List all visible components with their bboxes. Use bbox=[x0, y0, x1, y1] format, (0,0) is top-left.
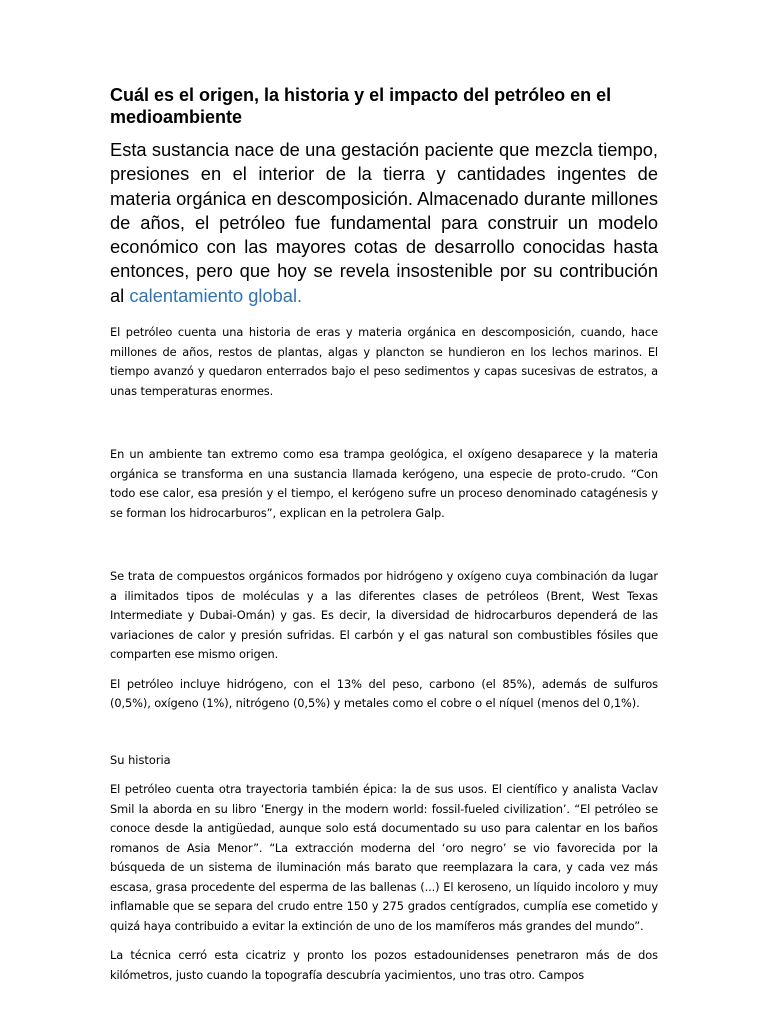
paragraph-history-uses: El petróleo cuenta otra trayectoria también épica: la de sus usos. El científico y analista Vaclav Smil la aborda en su libro ‘Energy in the modern world: fossil-fueled civilization’. “El petróleo se conoce desde la antigüedad, aunque solo está documentado su uso para calentar en los baños romanos de Asia Menor”. “La extracción moderna del ‘oro negro’ se vio favorecida por la búsqueda de un sistema de iluminación más barato que reemplazara la cara, y cada vez más escasa, grasa procedente del esperma de las ballenas (...) El keroseno, un líquido incoloro y muy inflamable que se separa del crudo entre 150 y 275 grados centígrados, cumplía ese cometido y quizá haya contribuido a evitar la extinción de uno de los mamíferos más grandes del mundo”. bbox=[110, 782, 658, 933]
paragraph-compounds: Se trata de compuestos orgánicos formados por hidrógeno y oxígeno cuya combinación da lugar a ilimitados tipos de moléculas y a las diferentes clases de petróleos (Brent, West Texas Intermediate y Dubai-Omán) y gas. Es decir, la diversidad de hidrocarburos dependerá de las variaciones de calor y presión sufridas. El carbón y el gas natural son combustibles fósiles que comparten ese mismo origen. bbox=[110, 569, 658, 662]
paragraph-kerogen: En un ambiente tan extremo como esa trampa geológica, el oxígeno desaparece y la materia orgánica se transforma en una sustancia llamada kerógeno, una especie de proto-crudo. “Con todo ese calor, esa presión y el tiempo, el kerógeno sufre un proceso denominado catagénesis y se forman los hidrocarburos”, explican en la petrolera Galp. bbox=[110, 447, 658, 520]
section-heading-history: Su historia bbox=[110, 752, 171, 767]
lead-text: Esta sustancia nace de una gestación paciente que mezcla tiempo, presiones en el interior de la tierra y cantidades ingentes de materia orgánica en descomposición. Almacenado durante millones de años, el petróleo fue fundamental para construir un modelo económico con las mayores cotas de desarrollo conocidas hasta entonces, pero que hoy se revela insostenible por su contribución al bbox=[110, 139, 658, 306]
article-title: Cuál es el origen, la historia y el impacto del petróleo en el medioambiente bbox=[110, 85, 612, 127]
paragraph-history-wells: La técnica cerró esta cicatriz y pronto los pozos estadounidenses penetraron más de dos kilómetros, justo cuando la topografía descubría yacimientos, uno tras otro. Campos bbox=[110, 948, 658, 982]
paragraph-composition: El petróleo incluye hidrógeno, con el 13% del peso, carbono (el 85%), además de sulfuros (0,5%), oxígeno (1%), nitrógeno (0,5%) y metales como el cobre o el níquel (menos del 0,1%). bbox=[110, 676, 658, 711]
document-page bbox=[110, 84, 658, 985]
global-warming-link[interactable]: calentamiento global. bbox=[129, 284, 303, 306]
paragraph-origin: El petróleo cuenta una historia de eras y materia orgánica en descomposición, cuando, hace millones de años, restos de plantas, algas y plancton se hundieron en los lechos marinos. El tiempo avanzó y quedaron enterrados bajo el peso sedimentos y capas sucesivas de estratos, a unas temperaturas enormes. bbox=[110, 325, 658, 398]
article-lead bbox=[110, 138, 658, 308]
